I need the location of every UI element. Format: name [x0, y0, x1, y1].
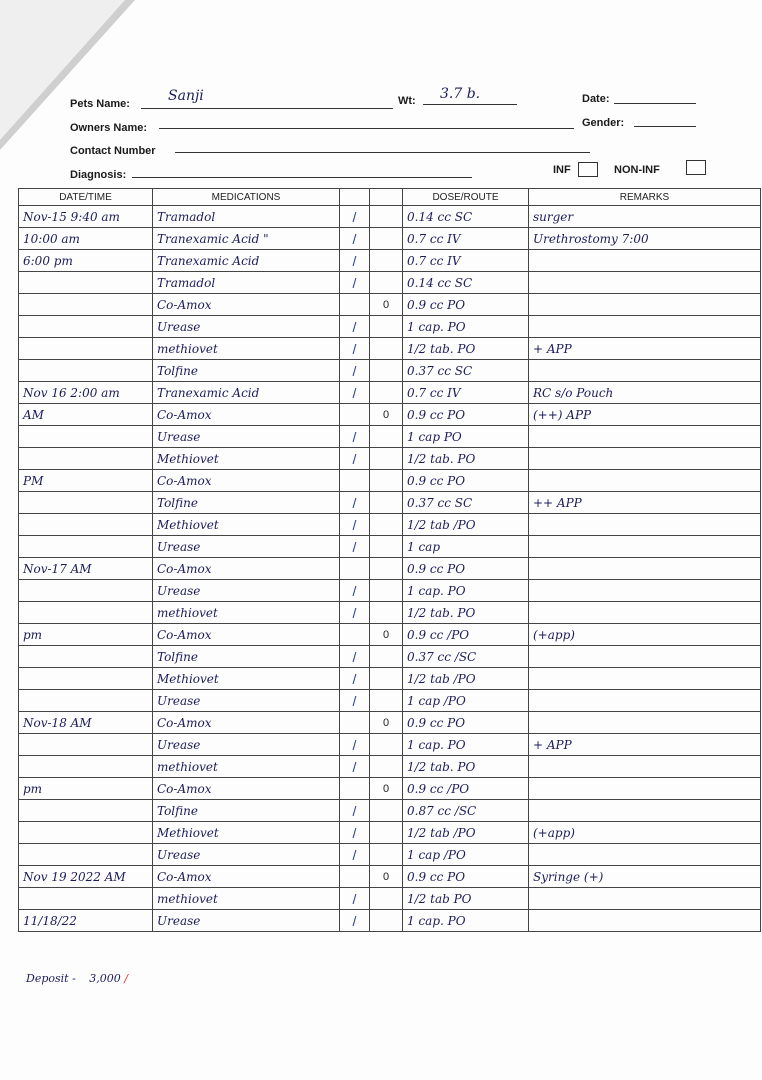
row-check-mark	[340, 778, 370, 800]
row-dose-route: 1 cap. PO	[403, 910, 529, 932]
row-date-time	[19, 844, 153, 866]
row-check-mark: /	[340, 228, 370, 250]
row-check-mark: /	[340, 206, 370, 228]
table-row	[19, 404, 761, 426]
row-status-mark	[370, 888, 403, 910]
owners-name-line	[159, 128, 574, 129]
row-dose-route: 1 cap /PO	[403, 844, 529, 866]
row-dose-route: 0.9 cc PO	[403, 294, 529, 316]
table-row	[19, 492, 761, 514]
row-dose-route: 1/2 tab. PO	[403, 602, 529, 624]
row-date-time: 11/18/22	[19, 910, 153, 932]
row-remarks	[529, 558, 761, 580]
row-date-time	[19, 734, 153, 756]
row-remarks	[529, 294, 761, 316]
wt-value: 3.7 b.	[440, 86, 481, 102]
row-dose-route: 0.7 cc IV	[403, 228, 529, 250]
row-remarks	[529, 448, 761, 470]
row-remarks	[529, 514, 761, 536]
row-status-mark	[370, 910, 403, 932]
table-row	[19, 778, 761, 800]
diagnosis-label: Diagnosis:	[70, 169, 127, 181]
table-row	[19, 250, 761, 272]
table-row	[19, 888, 761, 910]
table-row	[19, 536, 761, 558]
contact-number-line	[175, 152, 590, 153]
row-status-mark	[370, 382, 403, 404]
row-status-mark: 0	[370, 294, 403, 316]
header-date-time: DATE/TIME	[19, 189, 153, 206]
row-remarks	[529, 426, 761, 448]
row-status-mark	[370, 800, 403, 822]
row-remarks	[529, 470, 761, 492]
row-dose-route: 0.37 cc /SC	[403, 646, 529, 668]
header-check	[340, 189, 370, 206]
row-status-mark	[370, 206, 403, 228]
row-remarks: Urethrostomy 7:00	[529, 228, 761, 250]
row-medication: Urease	[153, 426, 340, 448]
row-check-mark: /	[340, 602, 370, 624]
deposit-check-mark: /	[124, 972, 129, 985]
row-remarks	[529, 888, 761, 910]
table-body	[19, 206, 761, 932]
row-date-time: pm	[19, 624, 153, 646]
row-date-time	[19, 800, 153, 822]
table-row	[19, 426, 761, 448]
row-check-mark: /	[340, 492, 370, 514]
row-check-mark: /	[340, 250, 370, 272]
row-dose-route: 1/2 tab. PO	[403, 448, 529, 470]
row-remarks	[529, 272, 761, 294]
row-medication: Co-Amox	[153, 404, 340, 426]
table-row	[19, 822, 761, 844]
row-medication: Methiovet	[153, 668, 340, 690]
row-status-mark	[370, 338, 403, 360]
row-dose-route: 1 cap. PO	[403, 734, 529, 756]
row-status-mark	[370, 646, 403, 668]
table-row	[19, 316, 761, 338]
row-date-time	[19, 316, 153, 338]
pets-name-value: Sanji	[168, 88, 204, 104]
row-status-mark: 0	[370, 712, 403, 734]
row-date-time: AM	[19, 404, 153, 426]
pets-name-line	[141, 108, 393, 109]
row-dose-route: 1 cap /PO	[403, 690, 529, 712]
header-dose-route: DOSE/ROUTE	[403, 189, 529, 206]
row-check-mark: /	[340, 360, 370, 382]
row-remarks	[529, 910, 761, 932]
row-remarks	[529, 580, 761, 602]
row-medication: Co-Amox	[153, 778, 340, 800]
table-row	[19, 668, 761, 690]
row-date-time	[19, 602, 153, 624]
row-medication: Co-Amox	[153, 294, 340, 316]
row-status-mark	[370, 250, 403, 272]
row-medication: Urease	[153, 690, 340, 712]
table-row	[19, 294, 761, 316]
row-medication: Tranexamic Acid	[153, 382, 340, 404]
row-medication: Tolfine	[153, 492, 340, 514]
row-date-time: Nov 19 2022 AM	[19, 866, 153, 888]
row-status-mark: 0	[370, 624, 403, 646]
row-dose-route: 0.87 cc /SC	[403, 800, 529, 822]
row-check-mark	[340, 624, 370, 646]
row-status-mark	[370, 580, 403, 602]
inf-label: INF	[553, 164, 571, 176]
table-row	[19, 360, 761, 382]
row-check-mark: /	[340, 822, 370, 844]
row-medication: methiovet	[153, 602, 340, 624]
table-row	[19, 470, 761, 492]
deposit-value: 3,000	[89, 972, 121, 985]
row-remarks	[529, 712, 761, 734]
row-check-mark: /	[340, 514, 370, 536]
row-dose-route: 0.9 cc PO	[403, 712, 529, 734]
row-remarks	[529, 844, 761, 866]
row-date-time	[19, 492, 153, 514]
row-medication: Urease	[153, 536, 340, 558]
row-date-time	[19, 338, 153, 360]
row-check-mark	[340, 866, 370, 888]
row-status-mark	[370, 360, 403, 382]
row-remarks: (++) APP	[529, 404, 761, 426]
row-status-mark	[370, 690, 403, 712]
wt-line	[423, 104, 517, 105]
row-check-mark: /	[340, 910, 370, 932]
row-check-mark: /	[340, 844, 370, 866]
row-date-time: 10:00 am	[19, 228, 153, 250]
row-date-time: Nov 16 2:00 am	[19, 382, 153, 404]
row-check-mark: /	[340, 316, 370, 338]
owners-name-label: Owners Name:	[70, 122, 148, 134]
table-header-row	[19, 189, 761, 206]
row-medication: methiovet	[153, 338, 340, 360]
table-row	[19, 646, 761, 668]
row-remarks: Syringe (+)	[529, 866, 761, 888]
table-row	[19, 910, 761, 932]
row-date-time: Nov-15 9:40 am	[19, 206, 153, 228]
row-dose-route: 0.9 cc PO	[403, 558, 529, 580]
row-remarks	[529, 778, 761, 800]
row-medication: methiovet	[153, 756, 340, 778]
row-status-mark	[370, 514, 403, 536]
row-dose-route: 1/2 tab. PO	[403, 338, 529, 360]
row-status-mark	[370, 470, 403, 492]
row-date-time: Nov-17 AM	[19, 558, 153, 580]
row-status-mark	[370, 426, 403, 448]
row-date-time	[19, 272, 153, 294]
table-row	[19, 558, 761, 580]
row-check-mark: /	[340, 800, 370, 822]
row-status-mark	[370, 844, 403, 866]
row-date-time: Nov-18 AM	[19, 712, 153, 734]
row-check-mark	[340, 712, 370, 734]
row-check-mark: /	[340, 690, 370, 712]
row-status-mark	[370, 492, 403, 514]
inf-checkbox[interactable]	[578, 162, 598, 177]
pets-name-label: Pets Name:	[70, 98, 130, 110]
row-dose-route: 1/2 tab. PO	[403, 756, 529, 778]
table-row	[19, 712, 761, 734]
row-check-mark	[340, 404, 370, 426]
treatment-table	[18, 188, 761, 932]
row-remarks	[529, 250, 761, 272]
row-medication: Tranexamic Acid	[153, 250, 340, 272]
row-date-time	[19, 536, 153, 558]
row-medication: Co-Amox	[153, 624, 340, 646]
row-remarks	[529, 602, 761, 624]
row-medication: Tolfine	[153, 646, 340, 668]
row-date-time	[19, 580, 153, 602]
row-status-mark	[370, 316, 403, 338]
row-medication: Co-Amox	[153, 558, 340, 580]
row-remarks	[529, 690, 761, 712]
table-row	[19, 228, 761, 250]
row-status-mark	[370, 536, 403, 558]
row-dose-route: 1 cap PO	[403, 426, 529, 448]
table-row	[19, 800, 761, 822]
row-date-time	[19, 888, 153, 910]
row-remarks: (+app)	[529, 822, 761, 844]
table-row	[19, 448, 761, 470]
row-medication: Urease	[153, 734, 340, 756]
row-dose-route: 1 cap. PO	[403, 316, 529, 338]
table-row	[19, 756, 761, 778]
gender-label: Gender:	[582, 117, 625, 129]
table-row	[19, 844, 761, 866]
row-check-mark: /	[340, 668, 370, 690]
row-dose-route: 1/2 tab PO	[403, 888, 529, 910]
row-check-mark: /	[340, 426, 370, 448]
row-dose-route: 0.9 cc PO	[403, 404, 529, 426]
diagnosis-line	[132, 177, 472, 178]
row-check-mark: /	[340, 272, 370, 294]
row-dose-route: 0.7 cc IV	[403, 382, 529, 404]
row-date-time	[19, 690, 153, 712]
folded-corner-face	[0, 0, 125, 140]
table-row	[19, 690, 761, 712]
row-date-time	[19, 646, 153, 668]
header-medications: MEDICATIONS	[153, 189, 340, 206]
row-medication: Tranexamic Acid "	[153, 228, 340, 250]
row-date-time	[19, 822, 153, 844]
row-date-time	[19, 514, 153, 536]
row-dose-route: 0.9 cc /PO	[403, 624, 529, 646]
row-check-mark: /	[340, 448, 370, 470]
row-dose-route: 0.37 cc SC	[403, 360, 529, 382]
row-status-mark	[370, 448, 403, 470]
row-dose-route: 0.7 cc IV	[403, 250, 529, 272]
row-check-mark	[340, 558, 370, 580]
table-row	[19, 514, 761, 536]
row-check-mark	[340, 294, 370, 316]
row-date-time	[19, 448, 153, 470]
row-remarks	[529, 756, 761, 778]
row-check-mark: /	[340, 888, 370, 910]
row-remarks: + APP	[529, 734, 761, 756]
row-check-mark: /	[340, 646, 370, 668]
row-remarks: + APP	[529, 338, 761, 360]
row-dose-route: 0.14 cc SC	[403, 206, 529, 228]
row-status-mark	[370, 822, 403, 844]
table-row	[19, 382, 761, 404]
row-date-time	[19, 756, 153, 778]
header-status	[370, 189, 403, 206]
contact-number-label: Contact Number	[70, 145, 156, 157]
row-status-mark: 0	[370, 404, 403, 426]
table-row	[19, 272, 761, 294]
row-dose-route: 1/2 tab /PO	[403, 822, 529, 844]
row-remarks: ++ APP	[529, 492, 761, 514]
row-medication: Methiovet	[153, 822, 340, 844]
row-medication: Co-Amox	[153, 712, 340, 734]
row-medication: Urease	[153, 316, 340, 338]
wt-label: Wt:	[398, 95, 416, 107]
table-row	[19, 734, 761, 756]
row-remarks: (+app)	[529, 624, 761, 646]
row-dose-route: 1/2 tab /PO	[403, 668, 529, 690]
row-dose-route: 0.37 cc SC	[403, 492, 529, 514]
row-status-mark	[370, 668, 403, 690]
table-row	[19, 602, 761, 624]
row-remarks	[529, 646, 761, 668]
deposit-label: Deposit -	[26, 972, 76, 985]
noninf-checkbox[interactable]	[686, 160, 706, 175]
row-date-time	[19, 360, 153, 382]
table-row	[19, 206, 761, 228]
row-check-mark: /	[340, 338, 370, 360]
row-status-mark	[370, 734, 403, 756]
row-dose-route: 0.9 cc /PO	[403, 778, 529, 800]
row-check-mark: /	[340, 734, 370, 756]
header-remarks: REMARKS	[529, 189, 761, 206]
date-label: Date:	[582, 93, 610, 105]
row-date-time	[19, 668, 153, 690]
row-remarks	[529, 360, 761, 382]
date-line	[614, 103, 696, 104]
deposit-line	[26, 972, 128, 985]
row-medication: Urease	[153, 844, 340, 866]
row-date-time: PM	[19, 470, 153, 492]
row-date-time	[19, 426, 153, 448]
row-check-mark: /	[340, 580, 370, 602]
row-date-time: 6:00 pm	[19, 250, 153, 272]
row-remarks	[529, 668, 761, 690]
row-date-time	[19, 294, 153, 316]
row-status-mark	[370, 228, 403, 250]
table-row	[19, 580, 761, 602]
row-medication: Urease	[153, 910, 340, 932]
row-medication: Tramadol	[153, 272, 340, 294]
table-row	[19, 624, 761, 646]
row-dose-route: 0.14 cc SC	[403, 272, 529, 294]
row-status-mark	[370, 756, 403, 778]
row-remarks	[529, 536, 761, 558]
row-dose-route: 0.9 cc PO	[403, 866, 529, 888]
row-check-mark	[340, 470, 370, 492]
row-medication: Tramadol	[153, 206, 340, 228]
row-status-mark	[370, 272, 403, 294]
row-remarks	[529, 316, 761, 338]
row-dose-route: 1 cap. PO	[403, 580, 529, 602]
row-medication: methiovet	[153, 888, 340, 910]
row-medication: Methiovet	[153, 514, 340, 536]
row-remarks: RC s/o Pouch	[529, 382, 761, 404]
table-row	[19, 338, 761, 360]
row-date-time: pm	[19, 778, 153, 800]
row-check-mark: /	[340, 756, 370, 778]
row-dose-route: 1 cap	[403, 536, 529, 558]
table-row	[19, 866, 761, 888]
row-status-mark	[370, 558, 403, 580]
row-remarks: surger	[529, 206, 761, 228]
row-check-mark: /	[340, 536, 370, 558]
row-status-mark: 0	[370, 866, 403, 888]
row-dose-route: 1/2 tab /PO	[403, 514, 529, 536]
row-medication: Methiovet	[153, 448, 340, 470]
row-check-mark: /	[340, 382, 370, 404]
row-medication: Tolfine	[153, 360, 340, 382]
row-status-mark	[370, 602, 403, 624]
row-medication: Co-Amox	[153, 866, 340, 888]
row-status-mark: 0	[370, 778, 403, 800]
row-remarks	[529, 800, 761, 822]
noninf-label: NON-INF	[614, 164, 660, 176]
row-medication: Tolfine	[153, 800, 340, 822]
row-dose-route: 0.9 cc PO	[403, 470, 529, 492]
gender-line	[634, 126, 696, 127]
row-medication: Co-Amox	[153, 470, 340, 492]
row-medication: Urease	[153, 580, 340, 602]
